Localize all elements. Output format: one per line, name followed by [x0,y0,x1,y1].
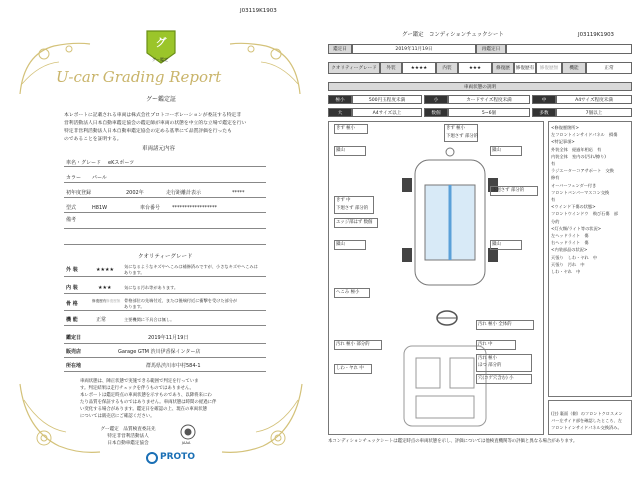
side-note: <修復歴箇所> [551,125,579,130]
side-note: <特記事項> [551,139,575,145]
repair-value: 修復歴有 [514,62,536,74]
proto-logo-text: PROTO [160,452,195,462]
date-value: 2019年11月19日 [352,44,476,54]
engine-desc: 主要機関に不具合は無し。 [124,317,175,322]
side-note: 左フロントインサイドパネル 損傷 [551,132,618,138]
interior-desc: 気になる汚れ等があります。 [124,285,179,290]
interior-stars: ★★★ [98,285,112,291]
issuer-block [88,426,168,447]
vehicle-heading: 車両諸元内容 [142,146,176,152]
engine-value: 正常 [96,317,107,323]
repair-label: 修復歴 [492,62,514,74]
legend-key: 数個 [424,108,448,117]
intro-line: 営利活動法人日本自動車鑑定協会の鑑定師が車両の状態を中立的な立場で鑑定を行い [64,121,247,126]
diagram-note: 鎖山 [492,242,501,247]
first-reg-label: 初年度登録 [66,190,92,196]
intro-line: 特定非営利活動法人日本自動車鑑定協会の定める基準にて品質評価を行ったも [64,129,232,134]
legend-value: A4サイズ程度未満 [556,95,632,104]
frame-desc: あります。 [124,304,145,309]
legend-key: 中 [532,95,556,104]
intro-line: 本レポートに記載される車両は株式会社プロトコーポレーションが委託する特定非 [64,113,242,118]
diagram-note: きず 中 [336,198,351,203]
legend-value: 7個以上 [556,108,632,117]
dealer-label: 販売店 [66,349,82,355]
legend-value: カードサイズ程度未満 [448,95,530,104]
engine-label: 機 能 [66,317,78,323]
issuer-line: 日本自動車鑑定協会 [107,441,149,446]
side-note: 天張り しわ・ヤれ 中 [551,254,598,260]
interior-value: ★★★ [458,62,492,74]
function-value: 正常 [586,62,632,74]
repair-alt: 修復歴無 [536,62,562,74]
exterior-desc: 気になるようなキズやへこみは補修済みですが、小さなキズやへこみは [124,264,258,269]
dealer-value: Garage GTM 渋川伊香保インター店 [118,349,201,355]
frame-desc: 骨格部位の先端付近、または後端付近に衝撃を受けた部分が [124,298,238,303]
side-note: <灯火類/ライト等の状況> [551,225,602,231]
name-value: eKスポーツ [108,160,135,166]
legend-key: 小 [424,95,448,104]
exterior-label: 外 装 [66,267,78,273]
note-line: す。判定結果は走行チェックを伴うものではありません。 [80,386,194,391]
side-note: オーバーフェンダー付き [551,182,597,188]
odometer-label: 走行距離計表示 [166,190,202,196]
doc-id: J03119K1903 [240,8,277,14]
remark-line: バー左サイド部を確認したところ、左 [551,418,622,423]
model-value: H81W [92,205,108,211]
interior-label: 内装 [436,62,458,74]
revisit-value [506,44,632,54]
legend-key: 多数 [532,108,556,117]
diagram-note: 鎖山 [336,242,345,247]
svg-text:グ: グ [155,36,167,49]
report-script-title: U-car Grading Report [56,68,222,86]
state-heading: 車両状態の説明 [328,82,632,91]
remark-line: (注) 裏面（側）のフロントクロスメン [551,411,623,416]
function-label: 機能 [562,62,586,74]
condition-check-sheet [320,0,640,480]
intro-paragraph [64,112,274,144]
date-value: 2019年11月19日 [148,335,189,341]
diagram-note: 下廻さず 部分的 [336,206,369,211]
diagram-note: ほつ 部分的 [478,363,502,368]
side-note: 有 [551,197,556,203]
quality-grade-label: クオリティーグレード [328,62,380,74]
odometer-value: ***** [232,190,245,196]
exterior-stars: ★★★★ [96,267,114,273]
jaaa-seal-icon [180,424,196,440]
diagram-note: きず 極小 [336,126,355,131]
side-note: 内装全体 室内の(汚れ/擦り) [551,153,611,159]
date-label: 鑑定日 [66,335,82,341]
first-reg-value: 2002年 [126,190,144,196]
frame-alt: 修復歴無 [106,299,121,303]
address-label: 所在地 [66,363,82,369]
exterior-desc: あります。 [124,270,145,275]
sheet-title: グー鑑定 コンディションチェックシート [402,32,504,38]
revisit-label: 再鑑定日 [476,44,506,54]
side-note: フロントウインドウ 飛び石傷 部 [551,211,618,217]
chassis-label: 車台番号 [140,205,161,211]
remark-line: フロントインサイドパネル交換済み。 [551,425,622,430]
name-label: 車名・グレード [66,160,102,166]
interior-label: 内 装 [66,285,78,291]
model-label: 型式 [66,205,77,211]
side-note: 修有 [551,175,560,181]
legend-value: 5~6個 [448,108,530,117]
diagram-note: 汚れ 中 [478,342,493,347]
side-note: 有 [551,161,556,167]
intro-line: のであることを証明する。 [64,137,122,142]
sheet-footer: 本コンディションチェックシートは鑑定時点の車両状態を示し、評価については他検査機関等の評価と異なる場合があります。 [328,439,578,444]
side-note: ラジエーターコアサポート 交換 [551,168,614,174]
legend-key: 極小 [328,95,352,104]
diagram-note: へこみ 極小 [336,290,360,295]
side-note: 左ヘッドライト 傷 [551,233,589,239]
diagram-note: 汚れ 極小 部分的 [336,342,370,347]
exterior-label: 外装 [380,62,402,74]
remarks-label: 備考 [66,217,77,223]
side-note: <ウインド下傷の状態> [551,204,596,210]
diagram-note: 汚れ 極小 [478,356,497,361]
address-value: 群馬県渋川市中村584-1 [146,363,201,369]
date-label: 鑑定日 [328,44,352,54]
diagram-note: 下廻さず 部分的 [492,188,525,193]
note-line: たり品質を保証するものではありません。車両状態は時間の経過に伴 [80,400,217,405]
chassis-value: ****************** [172,205,217,211]
note-line: 本レポートは鑑定時点の車両状態を示すものであり、以降将来にわ [80,393,212,398]
color-value: パール [92,175,107,181]
diagram-note: 穴(コゲ穴含む) 小 [478,376,514,381]
legend-key: 大 [328,108,352,117]
side-note: 天張り 汚れ 中 [551,261,585,267]
remark-text [551,410,623,431]
issuer-line: グー鑑定 品質検査委託先 [100,427,156,432]
note-line: については販売店にご確認ください。 [80,414,155,419]
note-line: い変化する場合があります。鑑定日を確認の上、現在の車両状態 [80,407,207,412]
jaaa-label: JAAA [182,441,191,445]
diagram-note: 汚れ 極小 全体的 [478,322,512,327]
quality-heading: クオリティーグレード [138,254,193,260]
side-note: しわ・ヤれ 中 [551,269,581,275]
note-line: 車両状態は、陳正状態で実施できる範囲で判定を行っていま [80,379,199,384]
car-top-view-icon [380,140,520,300]
side-notes [551,124,618,275]
sheet-doc-id: J03119K1903 [578,32,614,38]
legend-value: A4サイズ以上 [352,108,422,117]
notes-paragraph [80,378,280,420]
issuer-line: 特定非営利活動法人 [107,434,149,439]
exterior-value: ★★★★ [402,62,436,74]
side-note: 外装全体 経過年相応 有 [551,146,602,152]
diagram-note: 鎖山 [336,148,345,153]
badge-text: グー鑑定 [152,57,168,62]
diagram-note: しわ・ヤれ 中 [336,366,364,371]
side-note: 右ヘッドライト 傷 [551,240,589,246]
color-label: カラー [66,175,82,181]
legend-value: 500円玉程度未満 [352,95,422,104]
diagram-note: 下廻さず 部分的 [446,134,479,139]
certificate-subtitle: グー鑑定証 [146,96,177,103]
side-note: 分的 [551,218,560,224]
side-note: フロントバンパーマスコン交換 [551,189,610,195]
diagram-note: きず 極小 [446,126,465,131]
frame-value: 修復歴有 [92,299,107,303]
proto-logo-icon [146,452,158,464]
diagram-note: 鎖山 [492,148,501,153]
floral-ornament-icon [226,34,306,104]
diagram-note: エッジ部はず 数個 [336,220,373,225]
frame-label: 骨 格 [66,301,78,307]
side-note: <内装部品の状況> [551,247,588,253]
